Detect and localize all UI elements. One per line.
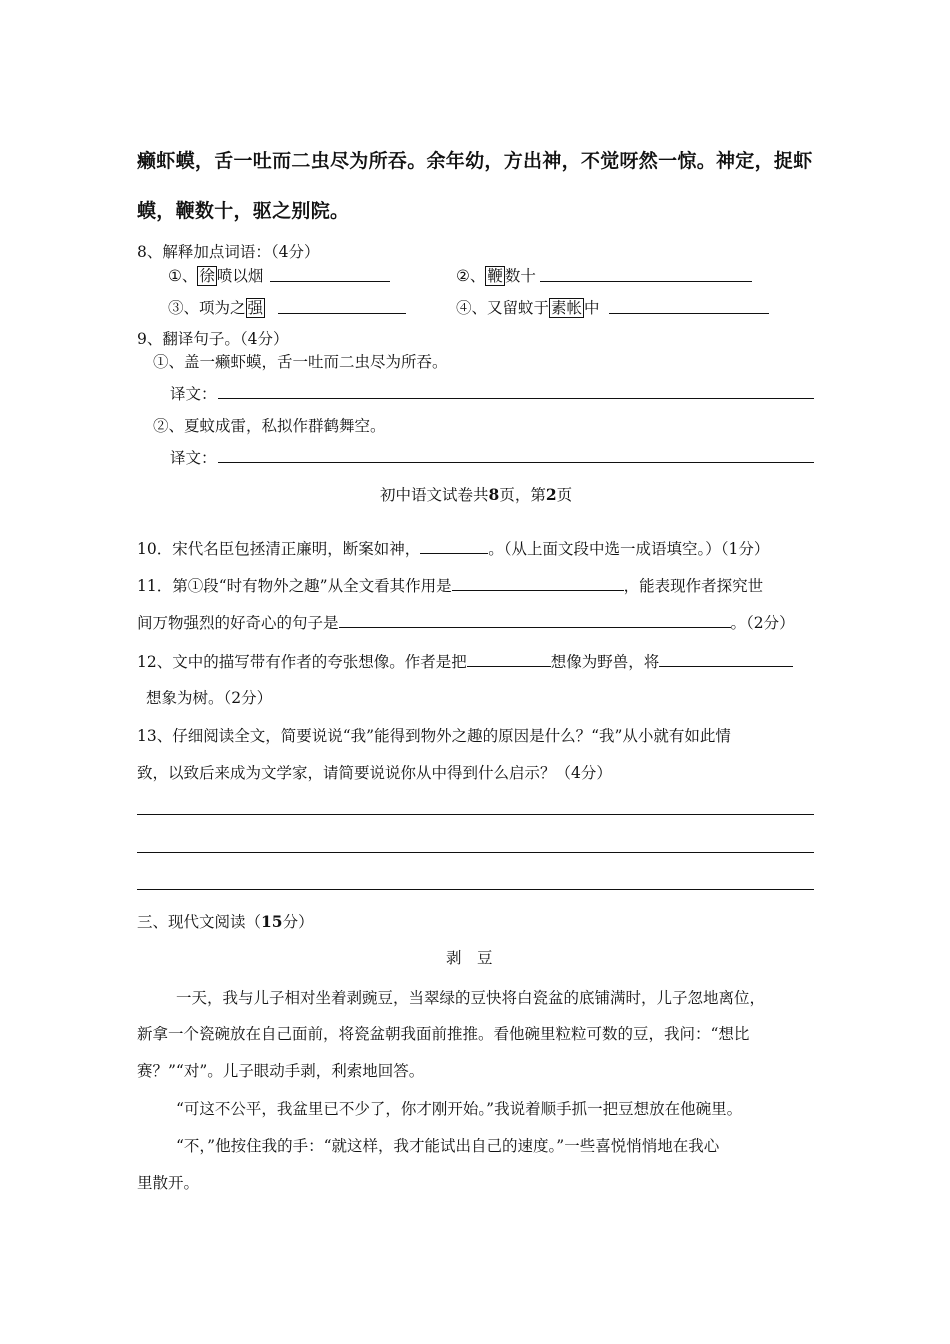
q8-answer-line-1[interactable] [270,281,390,282]
q9-sentence-1: ①、盖一癞虾蟆，舌一吐而二虫尽为所吞。 [153,353,448,371]
q11-answer-blank-1[interactable] [452,576,624,591]
q13-answer-line-2[interactable] [137,852,814,853]
q8-item-2-key: 鞭 [487,267,503,285]
q12-line-2: 想象为树。（2分） [146,689,273,707]
q8-title: 8、解释加点词语：（4分） [137,243,320,261]
q12-line-1: 12、文中的描写带有作者的夸张想像。作者是把 想像为野兽，将 [137,650,793,672]
q9-title: 9、翻译句子。（4分） [137,330,289,348]
q8-item-4: ④、又留蚊于 素帐 中 [456,299,600,317]
q8-item-3-key: 强 [247,299,264,317]
q8-answer-line-3[interactable] [278,313,406,314]
article-p3-line-2: 里散开。 [137,1174,200,1192]
q9-answer-line-2[interactable] [218,462,814,463]
article-p1-line-1: 一天，我与儿子相对坐着剥豌豆，当翠绿的豆快将白瓷盆的底铺满时，儿子忽地离位， [176,989,766,1007]
article-title: 剥 豆 [446,949,493,967]
q12-answer-blank-1[interactable] [467,652,551,667]
q12-answer-blank-2[interactable] [659,652,793,667]
q11-line-2: 间万物强烈的好奇心的句子是 。（2分） [137,614,795,632]
q10: 10．宋代名臣包拯清正廉明，断案如神， 。（从上面文段中选一成语填空。）（1分） [137,540,770,558]
article-p1-line-2: 新拿一个瓷碗放在自己面前，将瓷盆朝我面前推推。看他碗里粒粒可数的豆，我问：“想比 [137,1025,750,1043]
article-p1-line-3: 赛？”“对”。儿子眼动手剥，利索地回答。 [137,1062,425,1080]
q9-answer-line-1[interactable] [218,398,814,399]
q8-item-2: ②、 鞭 数十 [456,267,536,285]
q9-answer-label-2: 译文： [170,449,217,467]
section-3-heading: 三、现代文阅读（15分） [137,912,314,931]
q8-item-3: ③、项为之 强 [168,299,264,317]
q8-item-1: ①、 徐 喷以烟 [168,267,264,285]
q10-answer-blank[interactable] [420,539,488,554]
q13-line-2: 致，以致后来成为文学家，请简要说说你从中得到什么启示？（4分） [137,764,612,782]
article-p2: “可这不公平，我盆里已不少了，你才刚开始。”我说着顺手抓一把豆想放在他碗里。 [176,1100,743,1118]
q11-line-1: 11．第①段“时有物外之趣”从全文看其作用是 ，能表现作者探究世 [137,577,764,595]
q13-answer-line-3[interactable] [137,889,814,890]
q13-line-1: 13、仔细阅读全文，简要说说“我”能得到物外之趣的原因是什么？“我”从小就有如此情 [137,727,731,745]
q8-item-4-key: 素帐 [551,299,583,317]
q8-answer-line-4[interactable] [609,313,769,314]
q13-answer-line-1[interactable] [137,814,814,815]
article-p3-line-1: “不，”他按住我的手：“就这样，我才能试出自己的速度。”一些喜悦悄悄地在我心 [176,1137,720,1155]
q8-answer-line-2[interactable] [540,281,752,282]
q9-answer-label-1: 译文： [170,385,217,403]
q8-item-1-key: 徐 [199,267,215,285]
q11-answer-blank-2[interactable] [339,613,731,628]
q9-sentence-2: ②、夏蚊成雷，私拟作群鹤舞空。 [153,417,386,435]
passage-line-1: 癞虾蟆，舌一吐而二虫尽为所吞。余年幼，方出神，不觉呀然一惊。神定，捉虾 [137,150,813,172]
page-footer: 初中语文试卷共8页，第2页 [380,485,573,504]
passage-line-2: 蟆，鞭数十，驱之别院。 [137,200,350,222]
